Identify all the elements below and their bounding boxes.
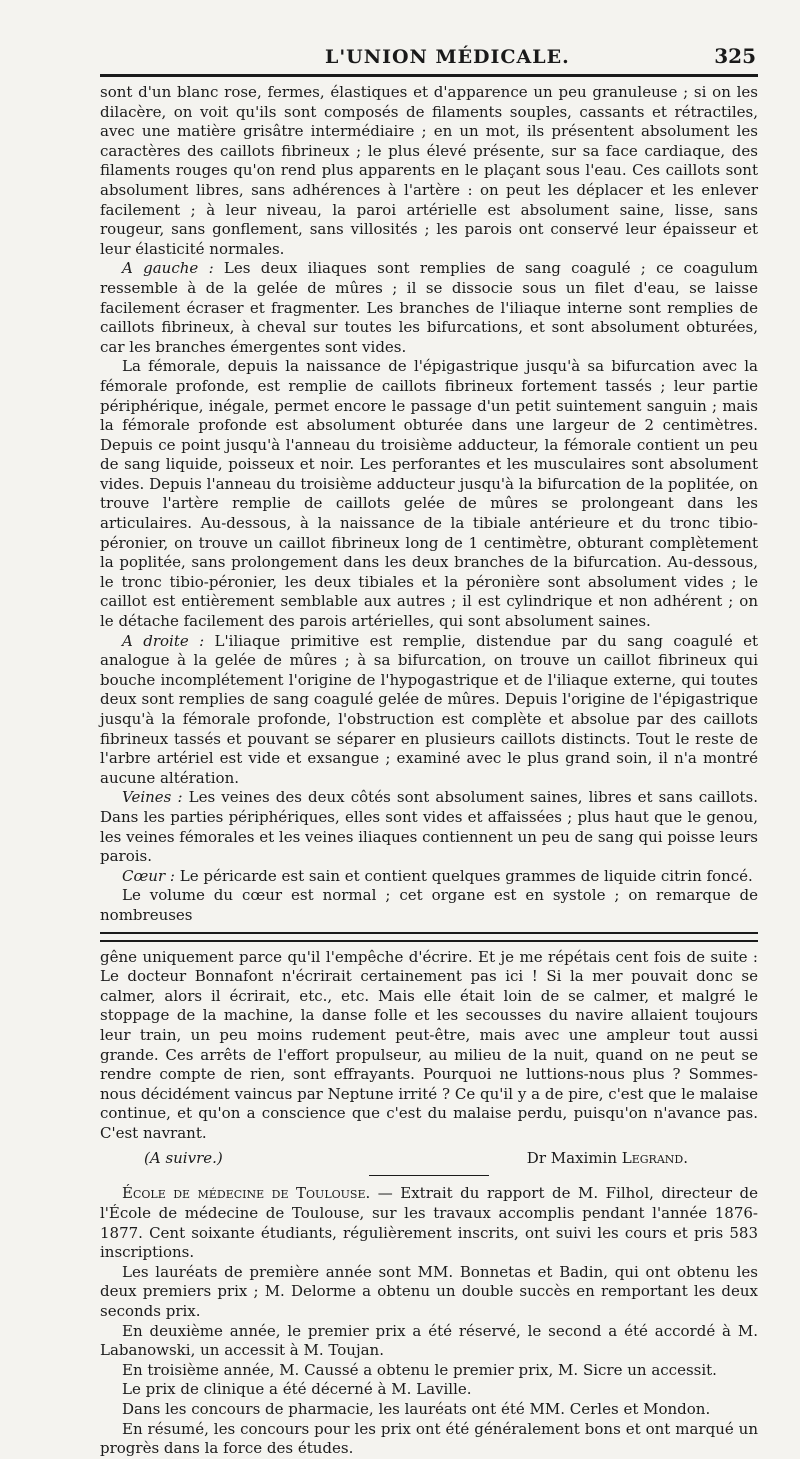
paragraph-body: — Extrait du rapport de M. Filhol, directeur de l'École de médecine de Toulouse, sur les travaux accomplis pendant l'année 1876-1877. Cent soixante étudiants, régulièrement inscrits, ont suivi les cours et pris 583 inscriptions. xyxy=(100,1184,758,1262)
paragraph: En résumé, les concours pour les prix ont été généralement bons et ont marqué un progrès dans la force des études. xyxy=(100,1419,758,1458)
paragraph: Les lauréats de première année sont MM. Bonnetas et Badin, qui ont obtenu les deux premiers prix ; M. Delorme a obtenu un double succès en remportant les deux seconds prix. xyxy=(100,1262,758,1321)
paragraph-body: Les deux iliaques sont remplies de sang coagulé ; ce coagulum ressemble à de la gelée de mûres ; il se dissocie sous un filet d'eau, se laisse facilement écraser et fragmenter. Les branches de l'iliaque interne sont remplies de caillots fibrineux, à cheval sur toutes les bifurcations, et sont absolument obturées, car les branches émergentes sont vides. xyxy=(100,259,758,356)
paragraph-body: Les veines des deux côtés sont absolument saines, libres et sans caillots. Dans les parties périphériques, elles sont vides et affaissées ; plus haut que le genou, les veines fémorales et les veines iliaques contiennent un peu de sang qui poisse leurs parois. xyxy=(100,788,759,866)
page-header xyxy=(100,40,758,74)
paragraph-body: Le péricarde est sain et contient quelques grammes de liquide citrin foncé. xyxy=(174,866,753,885)
paragraph: gêne uniquement parce qu'il l'empêche d'écrire. Et je me répétais cent fois de suite : Le docteur Bonnafont n'écrirait certainement pas ici ! Si la mer pouvait donc se calmer, alors il écrirait, etc., etc. Mais elle était loin de se calmer, et malgré le stoppage de la machine, la danse folle et les secousses du navire allaient toujours leur train, un peu moins rudement peut-être, mais avec une ampleur tout aussi grande. Ces arrêts de l'effort propulseur, au milieu de la nuit, quand on ne peut se rendre compte de rien, sont effrayants. Pourquoi ne luttions-nous plus ? Sommes-nous décidément vaincus par Neptune irrité ? Ce qu'il y a de pire, c'est que le malaise continue, et qu'on a conscience que c'est du malaise perdu, puisqu'on n'avance pas. C'est navrant. xyxy=(100,947,758,1142)
section-divider xyxy=(369,1175,489,1176)
paragraph: La fémorale, depuis la naissance de l'épigastrique jusqu'à sa bifurcation avec la fémorale profonde, est remplie de caillots fibrineux fortement tassés ; leur partie périphérique, inégale, permet encore le passage d'un petit suintement sanguin ; mais la fémorale profonde est absolument obturée dans une largeur de 2 centimètres. Depuis ce point jusqu'à l'anneau du troisième adducteur, la fémorale contient un peu de sang liquide, poisseux et noir. Les perforantes et les musculaires sont absolument vides. Depuis l'anneau du troisième adducteur jusqu'à la bifurcation de la poplitée, on trouve l'artère remplie de caillots gelée de mûres se prolongeant dans les articulaires. Au-dessous, à la naissance de la tibiale antérieure et du tronc tibio-péronier, on trouve un caillot fibrineux long de 1 centimètre, obturant complètement la poplitée, sans prolongement dans les deux branches de la bifurcation. Au-dessous, le tronc tibio-péronier, les deux tibiales et la péronière sont absolument vides ; le caillot est entièrement semblable aux autres ; il est cylindrique et non adhérent ; on le détache facilement des parois artérielles, qui sont absolument saines. xyxy=(100,357,758,631)
signature: Dr Maximin Legrand. xyxy=(526,1149,688,1168)
signature-row xyxy=(100,1143,758,1169)
paragraph: sont d'un blanc rose, fermes, élastiques et d'apparence un peu granuleuse ; si on les dilacère, on voit qu'ils sont composés de filaments souples, cassants et rétractiles, avec une matière grisâtre intermédiaire ; en un mot, ils présentent absolument les caractères des caillots fibrineux ; le plus élevé présente, sur sa face cardiaque, des filaments rouges qu'on rend plus apparents en le plaçant sous l'eau. Ces caillots sont absolument libres, sans adhérences à l'artère : on peut les déplacer et les enlever facilement ; à leur niveau, la paroi artérielle est absolument saine, lisse, sans rougeur, sans gonflement, sans villosités ; les parois ont conservé leur épaisseur et leur élasticité normales. xyxy=(100,83,758,258)
paragraph-lead: École de médecine de Toulouse. xyxy=(122,1184,371,1203)
header-rule xyxy=(100,74,758,77)
to-follow: (A suivre.) xyxy=(144,1149,223,1168)
paragraph-lead: A gauche : xyxy=(122,259,214,278)
paragraph: Le volume du cœur est normal ; cet organe est en systole ; on remarque de nombreuses xyxy=(100,886,758,924)
paragraph: En troisième année, M. Caussé a obtenu le premier prix, M. Sicre un accessit. xyxy=(122,1360,717,1379)
page-number: 325 xyxy=(714,44,756,68)
paragraph-lead: Veines : xyxy=(122,788,183,807)
paragraph: En deuxième année, le premier prix a été réservé, le second a été accordé à M. Labanowski, un accessit à M. Toujan. xyxy=(100,1321,758,1360)
paragraph-body: L'iliaque primitive est remplie, distendue par du sang coagulé et analogue à la gelée de mûres ; à sa bifurcation, on trouve un caillot fibrineux qui bouche incomplétement l'origine de l'hypogastrique et de l'iliaque externe, qui toutes deux sont remplies de sang coagulé gelée de mûres. Depuis l'origine de l'épigastrique jusqu'à la fémorale profonde, l'obstruction est complète et absolue par des caillots fibrineux tassés et pouvant se séparer en plusieurs caillots distincts. Tout le reste de l'arbre artériel est vide et exsangue ; examiné avec le plus grand soin, il n'a montré aucune altération. xyxy=(100,631,758,787)
paragraph xyxy=(100,632,758,789)
news-section xyxy=(100,1184,758,1458)
paragraph-lead: A droite : xyxy=(122,631,205,650)
paragraph: Le prix de clinique a été décerné à M. Laville. xyxy=(122,1380,472,1399)
running-title: L'UNION MÉDICALE. xyxy=(325,46,570,68)
feuilleton-section xyxy=(100,948,758,1144)
feuilleton-divider xyxy=(100,932,758,942)
paragraph xyxy=(100,867,758,887)
paragraph-lead: Cœur : xyxy=(122,866,175,885)
paragraph xyxy=(100,1184,758,1262)
autopsy-section xyxy=(100,83,758,926)
paragraph: Dans les concours de pharmacie, les lauréats ont été MM. Cerles et Mondon. xyxy=(122,1400,711,1418)
paragraph xyxy=(100,259,758,357)
paragraph xyxy=(100,788,758,866)
